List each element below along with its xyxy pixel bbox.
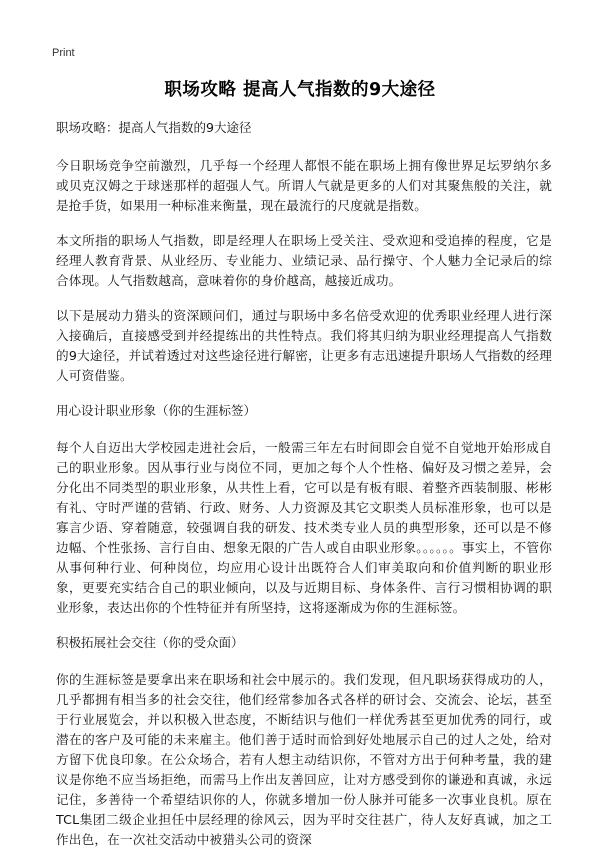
print-link[interactable]: Print [52, 47, 75, 59]
article-title: 职场攻略 提高人气指数的9大途径 [164, 80, 436, 100]
section-paragraph-career-image: 每个人自迈出大学校园走进社会后，一般需三年左右时间即会自觉不自觉地开始形成自己的职业形象。因从事行业与岗位不同，更加之每个人个性格、偏好及习惯之差异，会分化出不同类型的职业形象，从共性上看，它可以是有板有眼、着整齐西装制服、彬彬有礼、守时严谨的营销、行政、财务、人力资源及其它文职类人员标准形象，也可以是寡言少语、穿着随意，较强调自我的研发、技术类专业人员的典型形象，还可以是不修边幅、个性张扬、言行自由、想象无限的广告人或自由职业形象。。。。。。事实上，不管你从事何种行业、何种岗位，均应用心设计出既符合人们审美取向和价值判断的职业形象，更要充实结合自己的职业倾向，以及与近期目标、身体条件、言行习惯相协调的职业形象，表达出你的个性特征并有所坚持，这将逐渐成为你的生涯标签。 [56, 440, 552, 615]
article-subtitle: 职场攻略：提高人气指数的9大途径 [56, 120, 252, 135]
article-body [56, 118, 552, 850]
intro-paragraph-3: 以下是展动力猎头的资深顾问们，通过与职场中多名倍受欢迎的优秀职业经理人进行深入接确后，直接感受到并经提练出的共性特点。我们将其归纳为职业经理提高人气指数的9大途径，并试着透过对这些途径进行解密，让更多有志迅速提升职场人气指数的经理人可资借鉴。 [56, 308, 552, 383]
intro-paragraph-2: 本文所指的职场人气指数，即是经理人在职场上受关注、受欢迎和受追捧的程度，它是经理人教育背景、从业经历、专业能力、业绩记录、品行操守、个人魅力全记录后的综合体现。人气指数越高，意味着你的身价越高，越接近成功。 [56, 233, 552, 288]
section-heading-career-image: 用心设计职业形象（你的生涯标签） [56, 403, 257, 418]
intro-paragraph-1: 今日职场竞争空前激烈，几乎每一个经理人都恨不能在职场上拥有像世界足坛罗纳尔多或贝克汉姆之于球迷那样的超强人气。所谓人气就是更多的人们对其聚焦般的关注，就是抢手货，如果用一种标准来衡量，现在最流行的尺度就是指数。 [56, 158, 552, 213]
section-paragraph-social-network: 你的生涯标签是要拿出来在职场和社会中展示的。我们发现，但凡职场获得成功的人，几乎都拥有相当多的社会交往，他们经常参加各式各样的研讨会、交流会、论坛，甚至于行业展览会，并以积极入世态度，不断结识与他们一样优秀甚至更加优秀的同行，或潜在的客户及可能的未来雇主。他们善于适时而恰到好处地展示自己的过人之处，给对方留下优良印象。在公众场合，若有人想主动结识你，不管对方出于何种考量，我的建议是你绝不应当场拒绝，而需马上作出友善回应，让对方感受到你的谦逊和真诚，永远记住，多善待一个希望结识你的人，你就多增加一份人脉并可能多一次事业良机。原在TCL集团二级企业担任中层经理的徐风云，因为平时交往甚广，待人友好真诚，加之工作出色，在一次社交活动中被猎头公司的资深 [56, 672, 552, 847]
section-heading-social-network: 积极拓展社会交往（你的受众面） [56, 635, 244, 650]
